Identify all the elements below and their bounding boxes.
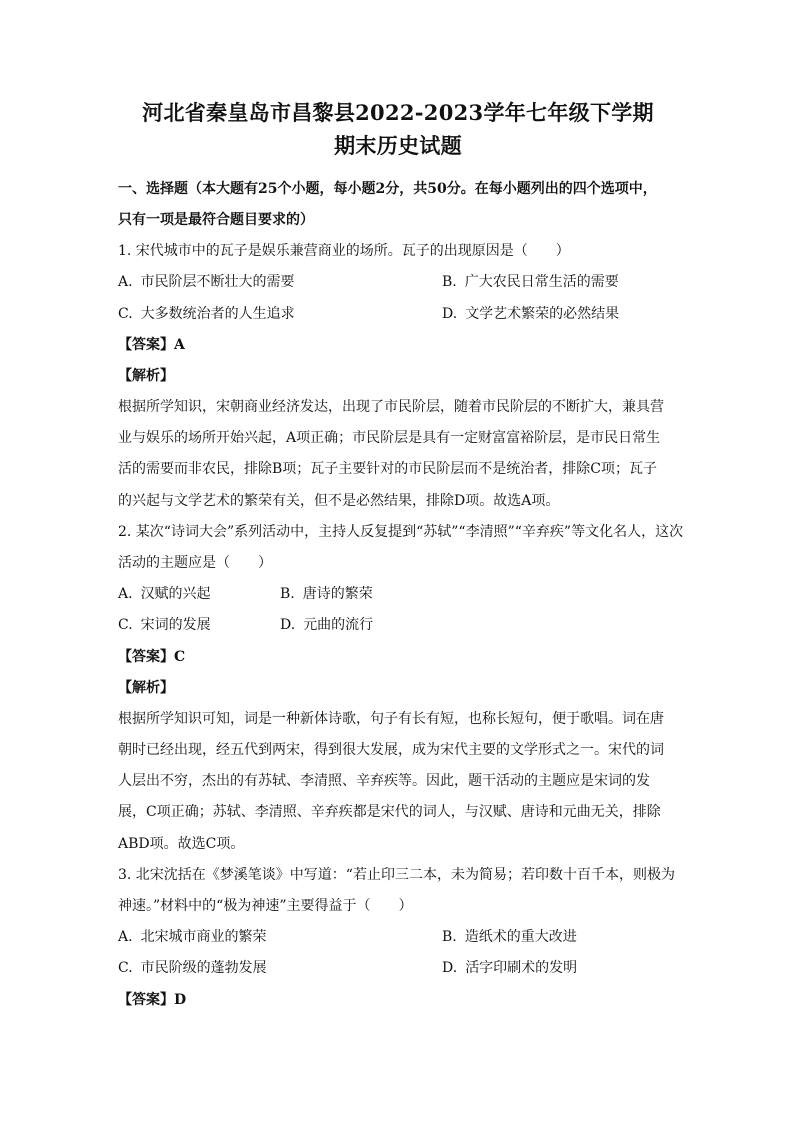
question-stem: 1. 宋代城市中的瓦子是娱乐兼营商业的场所。瓦子的出现原因是（ ） [118,243,570,259]
question-2 [118,517,684,860]
option-c: C. 市民阶级的蓬勃发展 [118,960,267,977]
option-c: C. 大多数统治者的人生追求 [118,305,295,322]
analysis-line: ABD项。故选C项。 [118,835,245,852]
options-list [118,579,678,642]
question-3 [118,860,678,1016]
analysis-text [118,392,678,517]
document-title-line-2: 期末历史试题 [334,133,462,158]
section-heading-line-1: 一、选择题（本大题有25个小题，每小题2分，共50分。在每小题列出的四个选项中， [118,181,657,197]
answer-label: 【答案】A [118,337,185,353]
option-d: D. 文学艺术繁荣的必然结果 [442,305,620,322]
analysis-line: 业与娱乐的场所开始兴起，A项正确；市民阶层是具有一定财富富裕阶层，是市民日常生 [118,430,661,447]
question-stem-line-2: 活动的主题应是（ ） [118,554,272,571]
document-title-line-1: 河北省秦皇岛市昌黎县2022-2023学年七年级下学期 [142,100,654,125]
analysis-line: 的兴起与文学艺术的繁荣有关，但不是必然结果，排除D项。故选A项。 [118,492,560,509]
option-d: D. 元曲的流行 [280,617,374,634]
section-heading-line-2: 只有一项是最符合题目要求的） [118,212,314,228]
option-a: A. 北宋城市商业的繁荣 [118,928,267,945]
option-b: B. 唐诗的繁荣 [280,585,373,602]
analysis-line: 活的需要而非农民，排除B项；瓦子主要针对的市民阶层而不是统治者，排除C项；瓦子 [118,461,657,478]
analysis-line: 根据所学知识，宋朝商业经济发达，出现了市民阶层，随着市民阶层的不断扩大，兼具营 [118,399,664,415]
options-list [118,267,678,330]
analysis-line: 展，C项正确；苏轼、李清照、辛弃疾都是宋代的词人，与汉赋、唐诗和元曲无关，排除 [118,804,661,821]
analysis-line: 人层出不穷，杰出的有苏轼、李清照、辛弃疾等。因此，题干活动的主题应是宋词的发 [118,773,650,790]
analysis-line: 根据所学知识可知，词是一种新体诗歌，句子有长有短，也称长短句，便于歌唱。词在唐 [118,710,664,727]
analysis-line: 朝时已经出现，经五代到两宋，得到很大发展，成为宋代主要的文学形式之一。宋代的词 [118,742,664,759]
option-a: A. 汉赋的兴起 [118,585,211,602]
question-1 [118,236,678,517]
question-stem-line-1: 2. 某次“诗词大会”系列活动中，主持人反复提到“苏轼”“李清照”“辛弃疾”等文化名人，这次 [118,523,684,540]
question-stem-line-1: 3. 北宋沈括在《梦溪笔谈》中写道：“若止印三二本，未为简易；若印数十百千本，则极为 [118,866,675,883]
option-b: B. 广大农民日常生活的需要 [442,274,619,290]
option-d: D. 活字印刷术的发明 [442,960,578,977]
option-b: B. 造纸术的重大改进 [442,928,577,945]
analysis-label: 【解析】 [118,679,174,696]
answer-label: 【答案】D [118,991,187,1008]
question-stem-line-2: 神速。”材料中的“极为神速”主要得益于（ ） [118,897,413,914]
options-list [118,922,678,985]
document-page [118,96,684,1016]
option-a: A. 市民阶层不断壮大的需要 [118,274,295,290]
option-c: C. 宋词的发展 [118,617,211,634]
analysis-label: 【解析】 [118,368,174,384]
analysis-text [118,704,678,860]
answer-label: 【答案】C [118,648,186,665]
